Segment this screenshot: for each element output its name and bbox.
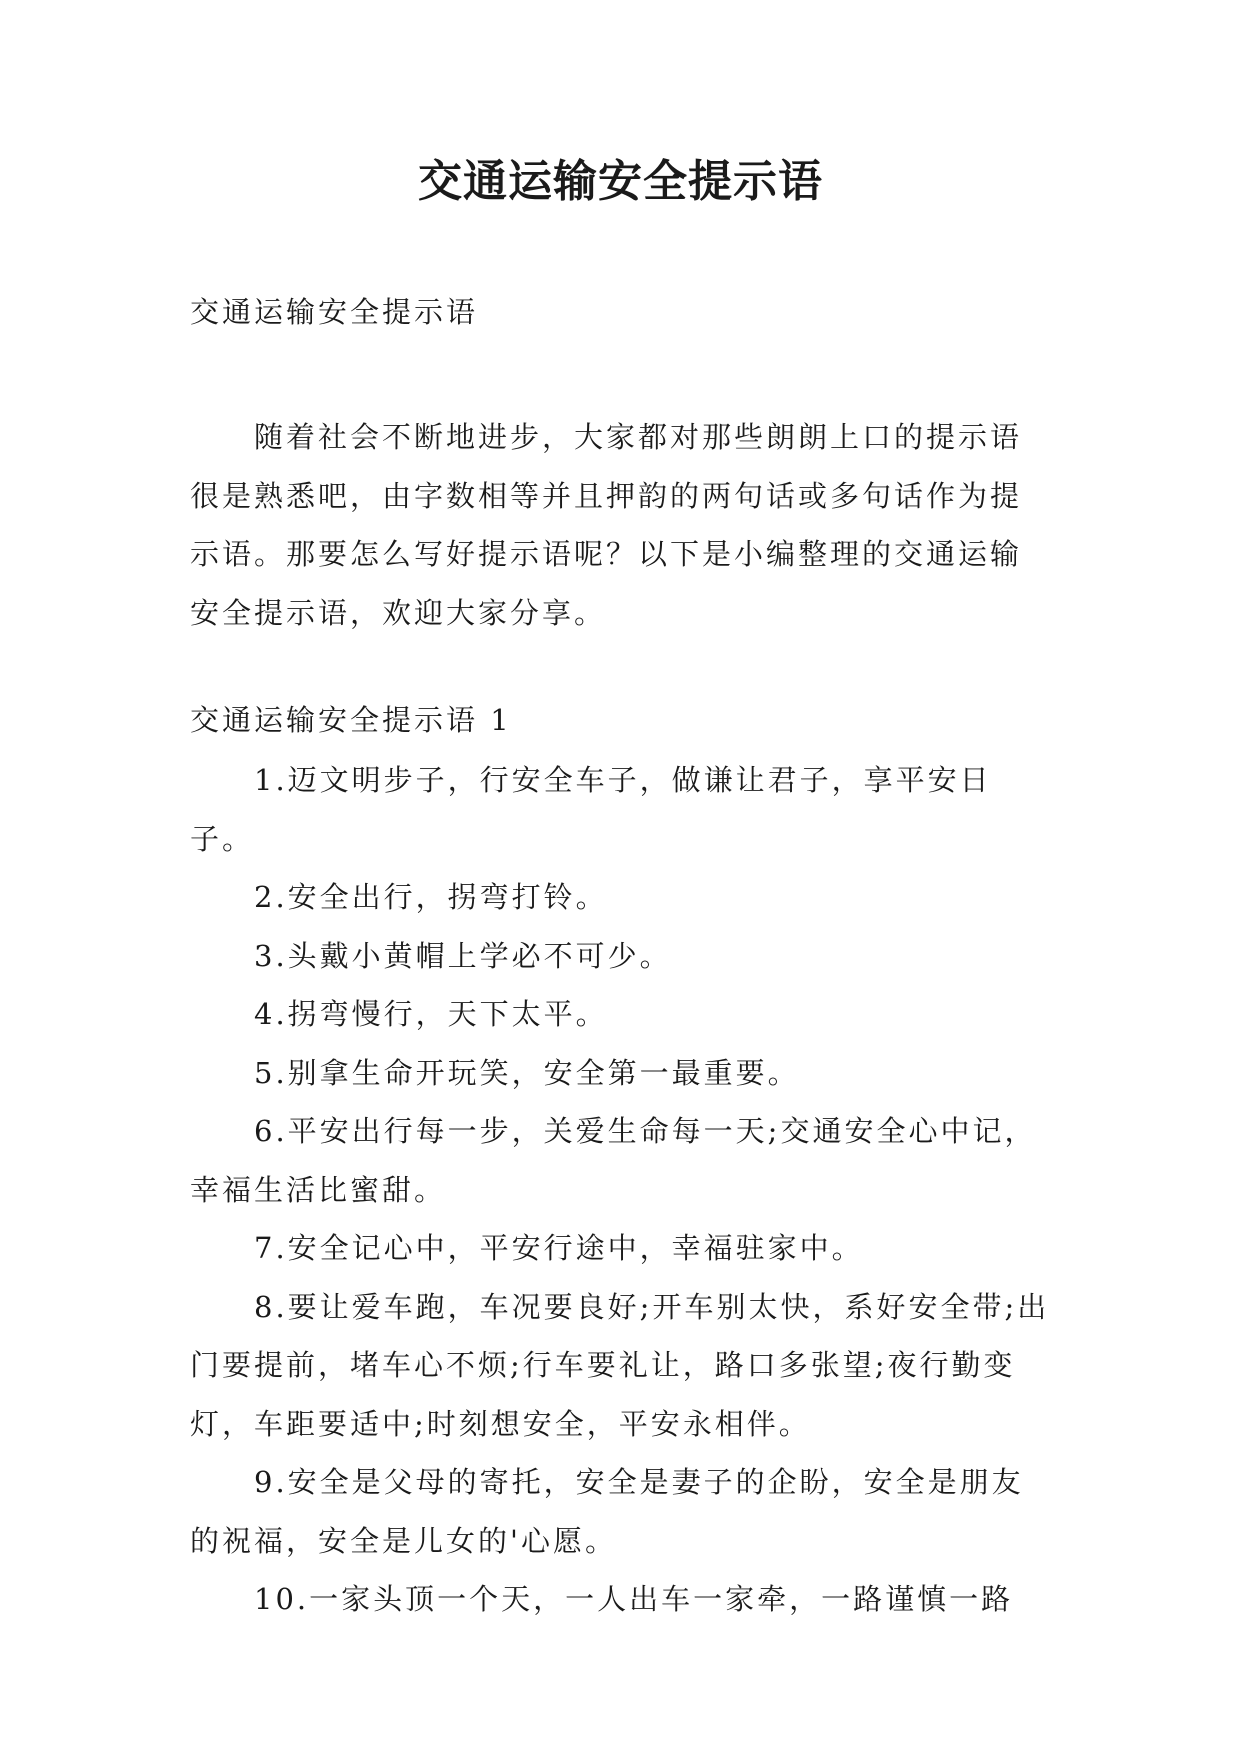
- list-item: 3.头戴小黄帽上学必不可少。: [254, 938, 672, 973]
- list-item: 4.拐弯慢行，天下太平。: [254, 997, 608, 1031]
- list-item: 10.一家头顶一个天，一人出车一家牵，一路谨慎一路: [254, 1582, 1014, 1616]
- list-item: 8.要让爱车跑，车况要良好;开车别太快，系好安全带;出门要提前，堵车心不烦;行车要礼让，路口多张望;夜行勤变灯，车距要适中;时刻想安全，平安永相伴。: [190, 1289, 1050, 1441]
- intro-paragraph: 随着社会不断地进步，大家都对那些朗朗上口的提示语很是熟悉吧，由字数相等并且押韵的两句话或多句话作为提示语。那要怎么写好提示语呢？以下是小编整理的交通运输安全提示语，欢迎大家分享。: [190, 420, 1023, 630]
- section-heading: 交通运输安全提示语 1: [190, 703, 512, 737]
- slogan-list: [190, 751, 1050, 1629]
- list-item: 5.别拿生命开玩笑，安全第一最重要。: [254, 1055, 800, 1090]
- list-item: 7.安全记心中，平安行途中，幸福驻家中。: [254, 1231, 864, 1265]
- list-item: 1.迈文明步子，行安全车子，做谦让君子，享平安日子。: [190, 763, 992, 856]
- document-title: 交通运输安全提示语: [418, 156, 823, 207]
- list-item: 2.安全出行，拐弯打铃。: [254, 880, 608, 914]
- document-subtitle: 交通运输安全提示语: [190, 295, 479, 329]
- list-item: 6.平安出行每一步，关爱生命每一天;交通安全心中记，幸福生活比蜜甜。: [190, 1114, 1037, 1207]
- list-item: 9.安全是父母的寄托，安全是妻子的企盼，安全是朋友的祝福，安全是儿女的'心愿。: [190, 1465, 1024, 1558]
